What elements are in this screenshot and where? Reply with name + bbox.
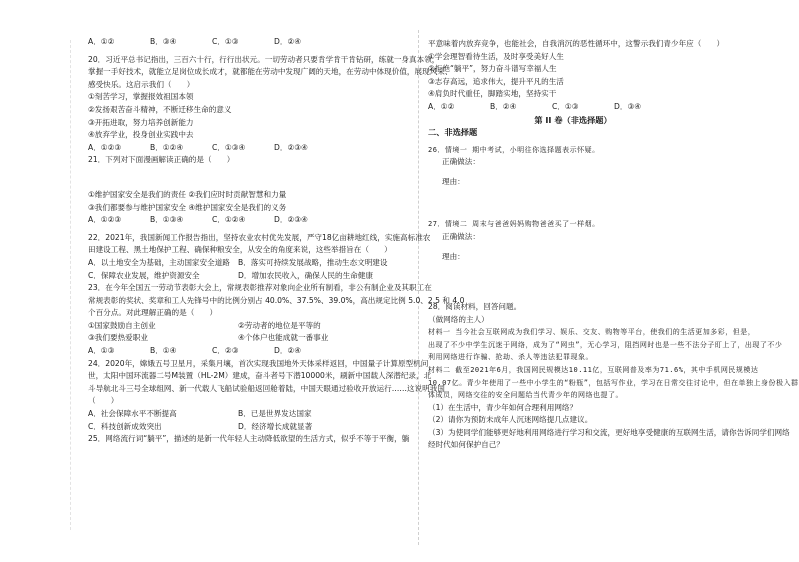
q22-options-row <box>88 270 410 283</box>
q22-options-row <box>88 257 410 270</box>
q28-question: 经时代如何保护自己？ <box>428 440 504 450</box>
q28-material-1-line: 利用网络进行诈骗、抢劫、杀人等违法犯罪现象。 <box>428 353 593 362</box>
q25-stem-line: 25．网络流行词“躺平”，描述的是新一代年轻人主动降低欲望的生活方式，似乎不等于平衡，躺 <box>88 434 410 444</box>
q25-item: ④肩负时代重任，脚踏实地，坚持实干 <box>428 89 557 99</box>
q20-item: ①刻苦学习，掌握报效祖国本领 <box>88 92 194 102</box>
q28-material-1-line: 材料一 当今社会互联网成为我们学习、娱乐、交友、购物等平台，使我们的生活更加多彩，但是， <box>428 328 756 337</box>
q28-question: （2）请你为预防未成年人沉迷网络提几点建议。 <box>428 415 593 425</box>
q23-item: ④个体户也能成就一番事业 <box>238 333 329 343</box>
q25-item: ①学会理智看待生活，及时享受美好人生 <box>428 51 564 61</box>
q21-cartoon-area <box>88 167 410 189</box>
q26-answer-field[interactable]: 正确做法： <box>442 157 480 167</box>
q24-options-row <box>88 408 410 421</box>
option-b: B．落实可持续发展战略，推动生态文明建设 <box>238 257 388 267</box>
q28-material-2-line: 材料二 截至2021年6月，我国网民规模达10.11亿，互联网普及率为71.6%，其中手机网民规模达 <box>428 365 759 374</box>
option-b: B．①②④ <box>150 142 184 152</box>
q22-stem-line: 22．2021年，我国新闻工作报告指出，坚持农业农村优先发展，严守18亿亩耕地红线，实施高标准农 <box>88 232 431 242</box>
option-a: A．①②③ <box>88 142 122 152</box>
q28-material-2-line: 10.07亿。青少年使用了一些中小学生的“粉瓶”，包括写作业，学习在日常交往讨论中，但在单独上身份极入群 <box>428 378 799 387</box>
option-c: C．①②④ <box>212 215 246 225</box>
q19-options <box>88 36 410 49</box>
q22-stem-line: 田建设工程、黑土地保护工程、确保种粮安全，从安全的角度来说，这些举措旨在（ ） <box>88 245 392 255</box>
option-c: C．②③ <box>212 346 239 356</box>
q21-item: ①维护国家安全是我们的责任 ②我们应时时贡献智慧和力量 <box>88 189 287 199</box>
q24-stem-line: 斗导航北斗三号全球组网、新一代载人飞船试验船返回舱着陆，中国天眼通过验收开放运行……这说明我国 <box>88 383 445 393</box>
option-b: B．①④ <box>150 346 177 356</box>
q25-options <box>428 101 718 114</box>
option-a: A．①③ <box>88 346 115 356</box>
q24-options-row <box>88 421 410 434</box>
option-b: B．①③④ <box>150 215 184 225</box>
option-b: B．已是世界发达国家 <box>238 409 312 419</box>
q27-stem: 27．情境二 周末与爸爸妈妈购物爸爸买了一样烟。 <box>428 220 600 229</box>
q28-question: （1）在生活中，青少年如何合理利用网络？ <box>428 402 578 412</box>
q25-stem-cont: 平意味着内放弃竞争，也能社会，自我消沉的恶性循环中，这警示我们青少年应（ ） <box>428 39 725 48</box>
q21-item: ③我们都要参与维护国家安全 ④维护国家安全是我们的义务 <box>88 202 287 212</box>
q28-material-2-line: 体成员，网络交往的安全问题给当代青少年的网络也提了。 <box>428 391 623 400</box>
q23-items-row <box>88 320 410 333</box>
q20-stem-line: 掌握一手好技术，就能立足岗位成长成才，就都能在劳动中发现广阔的天地，在劳动中体现价值，展现风采、 <box>88 67 453 77</box>
q28-material-1-line: 出现了不少中学生沉迷于网络，成为了“网虫”，无心学习，阻挡网时也是一些不法分子盯上了，出现了不少 <box>428 340 783 349</box>
section-heading: 二、非选择题 <box>428 127 478 138</box>
q27-answer-field[interactable]: 正确做法： <box>442 231 480 241</box>
q20-item: ②发扬艰苦奋斗精神，不断迁移生命的意义 <box>88 104 232 114</box>
option-d: D．②④ <box>274 346 302 356</box>
option-a: A．①② <box>428 101 455 111</box>
option-c: C．①③ <box>212 37 239 46</box>
q26-stem: 26．情境一 期中考试，小明往你选择题表示怀疑。 <box>428 145 600 154</box>
right-column <box>428 38 799 452</box>
q24-stem-line: 24．2020年，嫦娥五号卫星月，采集月壤，首次实现我国地外天体采样返回，中国量子计算原型机问 <box>88 358 429 368</box>
volume-title: 第 II 卷（非选择题） <box>534 114 612 125</box>
option-c: C．①③④ <box>212 142 246 152</box>
q21-stem: 21．下列对下面漫画解读正确的是（ ） <box>88 155 235 165</box>
q23-items-row <box>88 332 410 345</box>
q28-title: （做网络的主人） <box>428 314 489 324</box>
q20-options <box>88 142 410 155</box>
option-d: D．②④ <box>274 37 302 46</box>
q27-reason-field[interactable]: 理由： <box>442 251 465 261</box>
q20-item: ④放弃学业，投身创业实践中去 <box>88 130 194 140</box>
binding-line <box>70 40 71 530</box>
q23-item: ②劳动者的地位是平等的 <box>238 320 321 330</box>
option-d: D．②③④ <box>274 142 308 152</box>
q24-stem-line: （ ） <box>88 396 119 406</box>
q26-reason-field[interactable]: 理由： <box>442 177 465 187</box>
option-a: A．①② <box>88 37 115 46</box>
q23-options <box>88 345 410 358</box>
q28-question: （3）为使同学们能够更好地利用网络进行学习和交流，更好地享受健康的互联网生活，请你告诉同学们网络 <box>428 427 790 437</box>
q24-stem-line: 世，太阳中国环流器二号M装置（HL-2M）建成，奋斗者号下潜10000米，刷新中国载人深潜纪录，北 <box>88 371 432 381</box>
q23-item: ③我们要热爱职业 <box>88 333 148 343</box>
q21-options <box>88 214 410 227</box>
option-d: D．②③④ <box>274 215 308 225</box>
q25-item: ③志存高远，追求伟大，提升平凡的生活 <box>428 76 564 86</box>
option-a: A．以土地安全为基础，主动国家安全道路 <box>88 257 230 267</box>
q23-stem-line: 常规表彰的奖状、奖章和工人先锋号中的比例分别占 40.0%、37.5%、39.0%，高出规定比例 5.0、2.5 和 4.0 <box>88 295 465 305</box>
q23-stem-line: 23．在今年全国五一劳动节表彰大会上，常规表彰推荐对象向企业所有制看，非公有制企业及其职工在 <box>88 283 432 293</box>
q28-stem: 28．阅读材料，回答问题。 <box>428 301 522 311</box>
option-d: D．增加农民收入，确保人民的生命健康 <box>238 270 373 280</box>
q20-stem-line: 20．习近平总书记指出，三百六十行，行行出状元。一切劳动者只要肯学肯干肯钻研，练就一身真本领， <box>88 54 440 64</box>
q23-stem-line: 个百分点。对此理解正确的是（ ） <box>88 308 218 318</box>
option-b: B．②④ <box>490 101 517 111</box>
option-a: A．①②③ <box>88 215 122 225</box>
option-d: D．经济增长成就显著 <box>238 421 313 431</box>
option-c: C．保障农业发展，维护资源安全 <box>88 270 200 280</box>
q20-stem-line: 感受快乐。这启示我们（ ） <box>88 79 195 89</box>
option-b: B．③④ <box>150 37 177 46</box>
q23-item: ①国家鼓励自主创业 <box>88 320 156 330</box>
q25-item: ②拒绝“躺平”，努力奋斗谱写幸福人生 <box>428 64 557 74</box>
option-c: C．科技创新成效突出 <box>88 421 162 431</box>
q20-item: ③开拓进取，努力培养创新能力 <box>88 117 194 127</box>
option-d: D．③④ <box>614 101 642 111</box>
option-a: A．社会保障水平不断提高 <box>88 409 177 419</box>
option-c: C．①③ <box>552 101 579 111</box>
